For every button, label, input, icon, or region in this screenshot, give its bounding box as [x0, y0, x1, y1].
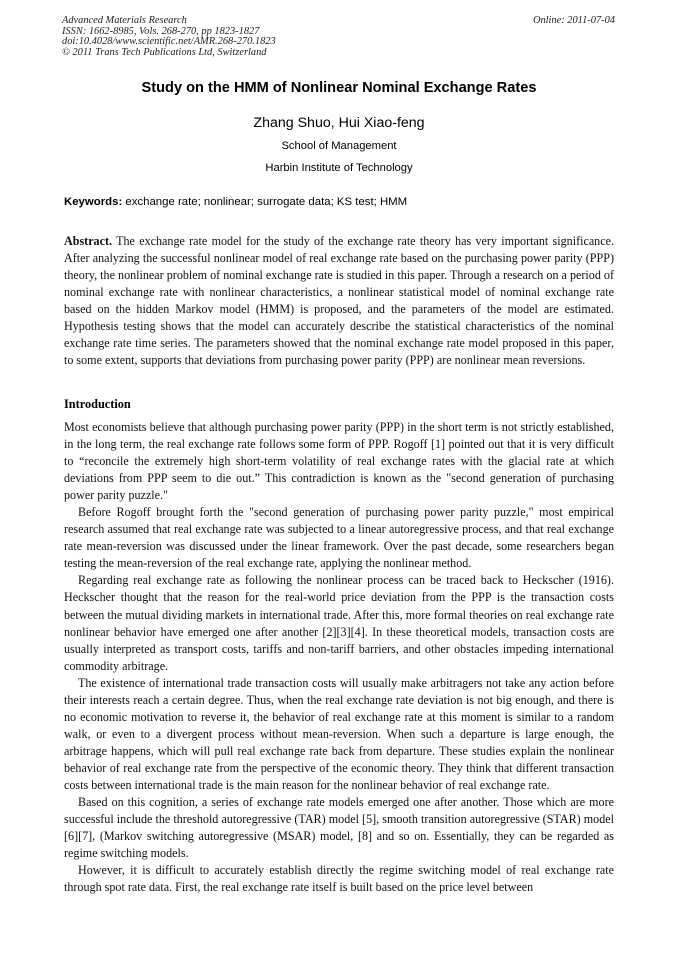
- keywords: [64, 196, 614, 208]
- keywords-text: exchange rate; nonlinear; surrogate data; KS test; HMM: [125, 196, 408, 208]
- abstract: [64, 233, 614, 369]
- paragraph: Before Rogoff brought forth the "second generation of purchasing power parity puzzle," most empirical research assumed that real exchange rate was subjected to a linear autoregressive process, and that real exchange rate mean-reversion was discussed under the linear framework. Over the past decade, some researchers began testing the mean-reversion of the real exchange rate, applying the nonlinear method.: [64, 505, 614, 571]
- copyright-line: © 2011 Trans Tech Publications Ltd, Switzerland: [62, 46, 267, 58]
- abstract-text: The exchange rate model for the study of the exchange rate theory has very important significance. After analyzing the successful nonlinear model of real exchange rate based on the purchasing power parity (PPP) theory, the nonlinear problem of nominal exchange rate is studied in this paper. Through a research on a period of nominal exchange rate with nonlinear characteristics, a nonlinear statistical model of nominal exchange rate based on the hidden Markov model (HMM) is proposed, and the parameters of the model are estimated. Hypothesis testing shows that the model can accurately describe the statistical characteristics of the nominal exchange rate time series. The parameters showed that the nominal exchange rate model proposed in this paper, to some extent, supports that deviations from purchasing power parity (PPP) are nonlinear mean reversions.: [64, 234, 614, 368]
- introduction-body: [64, 419, 614, 896]
- paragraph: However, it is difficult to accurately establish directly the regime switching model of real exchange rate through spot rate data. First, the real exchange rate itself is built based on the price level between: [64, 863, 614, 895]
- authors: Zhang Shuo, Hui Xiao-feng: [253, 115, 425, 131]
- abstract-label: Abstract.: [64, 234, 113, 248]
- keywords-label: Keywords:: [64, 196, 123, 208]
- paragraph: Regarding real exchange rate as following the nonlinear process can be traced back to Heckscher (1916). Heckscher thought that the reason for the real-world price deviation from the PPP is the transaction costs between the mutual dividing markets in international trade. After this, more formal theories on real exchange rate nonlinear behavior have emerged one after another [2][3][4]. In these theoretical models, transaction costs are usually interpreted as transport costs, tariffs and non-tariff barriers, and other obstacles impeding international commodity arbitrage.: [64, 573, 614, 673]
- paper-title: Study on the HMM of Nonlinear Nominal Exchange Rates: [141, 80, 537, 96]
- journal-header: [62, 16, 615, 58]
- section-heading-introduction: Introduction: [64, 397, 131, 411]
- journal-name: Advanced Materials Research: [62, 15, 187, 26]
- affiliation-institute: Harbin Institute of Technology: [265, 162, 413, 174]
- doi-line[interactable]: doi:10.4028/www.scientific.net/AMR.268-270.1823: [62, 36, 276, 48]
- paragraph: Based on this cognition, a series of exchange rate models emerged one after another. Those which are more successful include the threshold autoregressive (TAR) model [5], smooth transition autoregressive (STAR) model [6][7], (Markov switching autoregressive (MSAR) model, [8] and so on. Essentially, they can be regarded as regime switching models.: [64, 795, 614, 861]
- issn-line: ISSN: 1662-8985, Vols. 268-270, pp 1823-1827: [62, 25, 260, 37]
- online-date: Online: 2011-07-04: [532, 15, 615, 26]
- paragraph: Most economists believe that although purchasing power parity (PPP) in the short term is not strictly established, in the long term, the real exchange rate follows some form of PPP. Rogoff [1] pointed out that it is very difficult to “reconcile the extremely high short-term volatility of real exchange rates with the glacial rate at which deviations from PPP seem to die out.” This contradiction is known as the "second generation of purchasing power parity puzzle.": [64, 420, 614, 503]
- affiliation-school: School of Management: [281, 140, 397, 152]
- paragraph: The existence of international trade transaction costs will usually make arbitragers not take any action before their interests reach a certain degree. Thus, when the real exchange rate deviation is not big enough, and there is no economic motivation to reverse it, the behavior of real exchange rate at this moment is similar to a random walk, or even to a divergent process without mean-reversion. When such a departure is large enough, the arbitrage happens, which will pull real exchange rate back from departure. These studies explain the nonlinear behavior of real exchange rate from the perspective of the economic theory. They think that different transaction costs between international trade is the main reason for the nonlinear behavior of real exchange rate.: [64, 675, 614, 792]
